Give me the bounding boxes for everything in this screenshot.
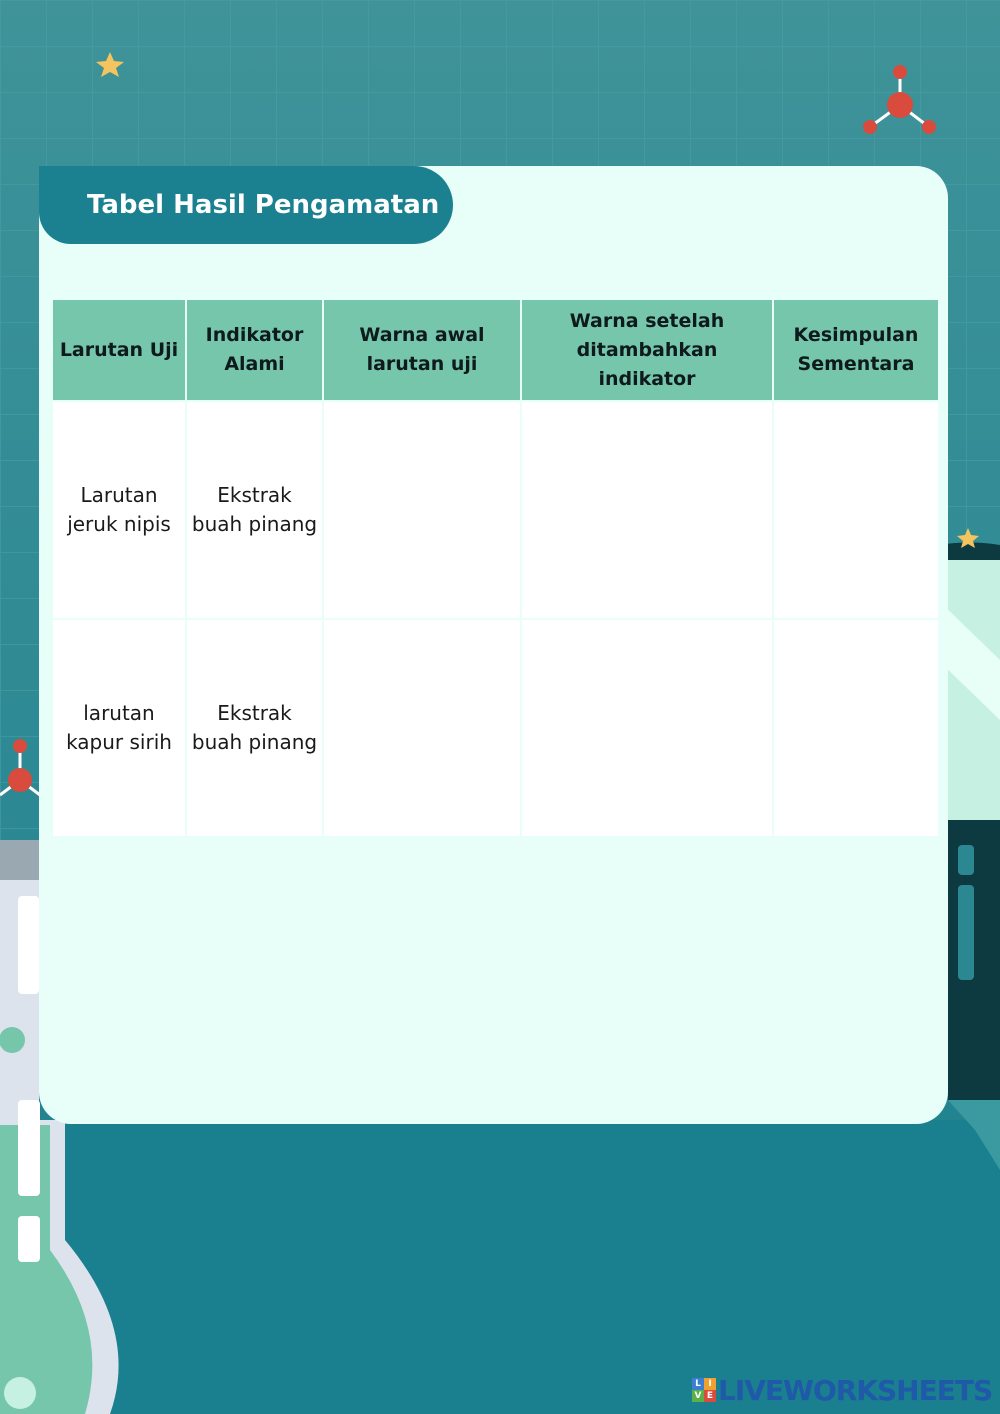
answer-cell-warna-awal[interactable] [323,401,521,619]
column-header-kesimpulan: Kesimpulan Sementara [773,299,939,401]
table-header-row [52,299,939,401]
cell-larutan-uji: larutan kapur sirih [52,619,186,837]
column-header-warna-setelah: Warna setelah ditambahkan indikator [521,299,773,401]
answer-cell-warna-setelah[interactable] [521,401,773,619]
title-banner [39,166,453,244]
cell-indikator: Ekstrak buah pinang [186,401,323,619]
table-row [52,401,939,619]
observation-table [51,298,940,838]
answer-cell-kesimpulan[interactable] [773,619,939,837]
liveworksheets-mark-icon: L I V E [692,1378,716,1402]
answer-cell-warna-awal[interactable] [323,619,521,837]
column-header-warna-awal: Warna awal larutan uji [323,299,521,401]
liveworksheets-wordmark: LIVEWORKSHEETS [718,1373,993,1407]
page-title: Tabel Hasil Pengamatan [87,190,440,220]
cell-larutan-uji: Larutan jeruk nipis [52,401,186,619]
column-header-indikator-alami: Indikator Alami [186,299,323,401]
column-header-larutan-uji: Larutan Uji [52,299,186,401]
answer-cell-kesimpulan[interactable] [773,401,939,619]
answer-cell-warna-setelah[interactable] [521,619,773,837]
cell-indikator: Ekstrak buah pinang [186,619,323,837]
table-row [52,619,939,837]
liveworksheets-logo [692,1374,992,1406]
